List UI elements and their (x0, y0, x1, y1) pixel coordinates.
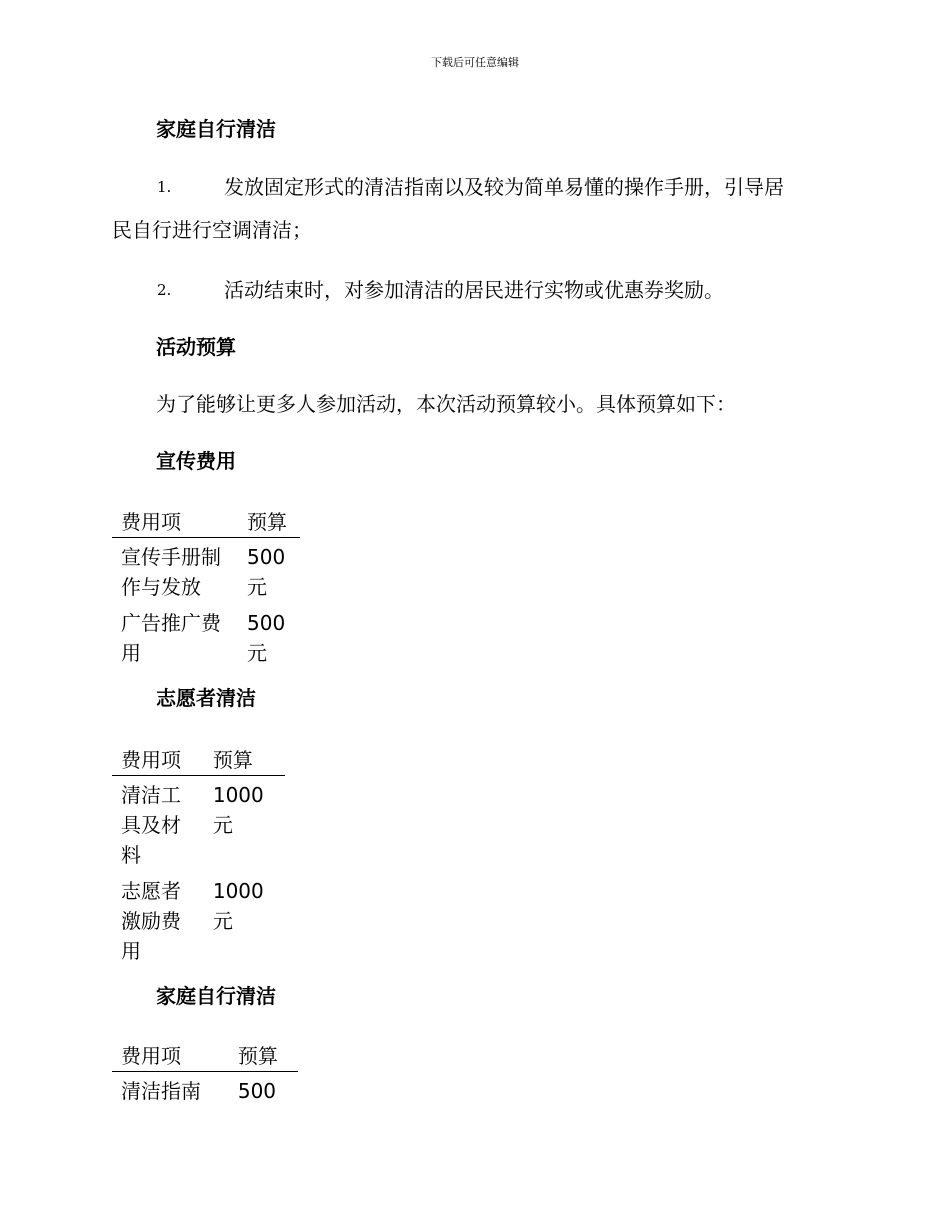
list-number-1: 1. (157, 178, 172, 196)
item-text: 料 (121, 843, 141, 867)
column-header-item: 费用项 (112, 503, 238, 538)
item-text: 志愿者 (121, 879, 181, 903)
list-number-2: 2. (157, 281, 172, 299)
item-text: 激励费 (121, 909, 181, 933)
item-text: 清洁工 (121, 783, 181, 807)
list-item-1-line2: 民自行进行空调清洁； (112, 218, 312, 242)
item-cell (112, 538, 238, 605)
cost-text: 元 (212, 813, 233, 837)
column-header-item: 费用项 (112, 1037, 229, 1072)
column-header-item: 费用项 (112, 741, 204, 776)
cost-cell (238, 538, 300, 605)
table-row (112, 1072, 298, 1109)
cost-cell (204, 776, 285, 873)
section-heading-family-clean: 家庭自行清洁 (156, 117, 276, 141)
item-text: 用 (121, 641, 141, 665)
table-row (112, 776, 285, 873)
item-cell (112, 1072, 229, 1109)
table-row (112, 604, 300, 670)
cost-text: 500 (247, 611, 286, 635)
table-title-promo: 宣传费用 (156, 449, 236, 473)
item-text: 作与发放 (121, 575, 201, 599)
table-row (112, 872, 285, 968)
list-item-1-line1: 发放固定形式的清洁指南以及较为简单易懂的操作手册，引导居 (224, 175, 784, 199)
volunteer-budget-table (112, 741, 285, 968)
item-text: 用 (121, 939, 141, 963)
cost-text: 元 (247, 641, 268, 665)
table-title-family: 家庭自行清洁 (156, 984, 276, 1008)
list-item-2-line1: 活动结束时，对参加清洁的居民进行实物或优惠券奖励。 (224, 278, 724, 302)
item-text: 具及材 (121, 813, 181, 837)
cost-text: 1000 (212, 879, 264, 903)
cost-text: 元 (212, 909, 233, 933)
cost-text: 1000 (212, 783, 264, 807)
item-cell (112, 872, 204, 968)
promo-budget-table (112, 503, 300, 670)
cost-text: 元 (247, 575, 268, 599)
column-header-budget: 预算 (204, 741, 285, 776)
section-heading-budget: 活动预算 (156, 335, 236, 359)
budget-intro: 为了能够让更多人参加活动，本次活动预算较小。具体预算如下： (156, 392, 736, 416)
table-title-volunteer: 志愿者清洁 (156, 686, 256, 710)
cost-cell (229, 1072, 298, 1109)
item-cell (112, 776, 204, 873)
cost-text: 500 (247, 545, 286, 569)
item-text: 清洁指南 (121, 1079, 201, 1103)
item-cell (112, 604, 238, 670)
column-header-budget: 预算 (238, 503, 300, 538)
family-budget-table (112, 1037, 298, 1108)
table-row (112, 538, 300, 605)
column-header-budget: 预算 (229, 1037, 298, 1072)
item-text: 广告推广费 (121, 611, 221, 635)
item-text: 宣传手册制 (121, 545, 221, 569)
cost-cell (204, 872, 285, 968)
cost-cell (238, 604, 300, 670)
page-header: 下载后可任意编辑 (431, 56, 519, 69)
cost-text: 500 (237, 1079, 277, 1103)
